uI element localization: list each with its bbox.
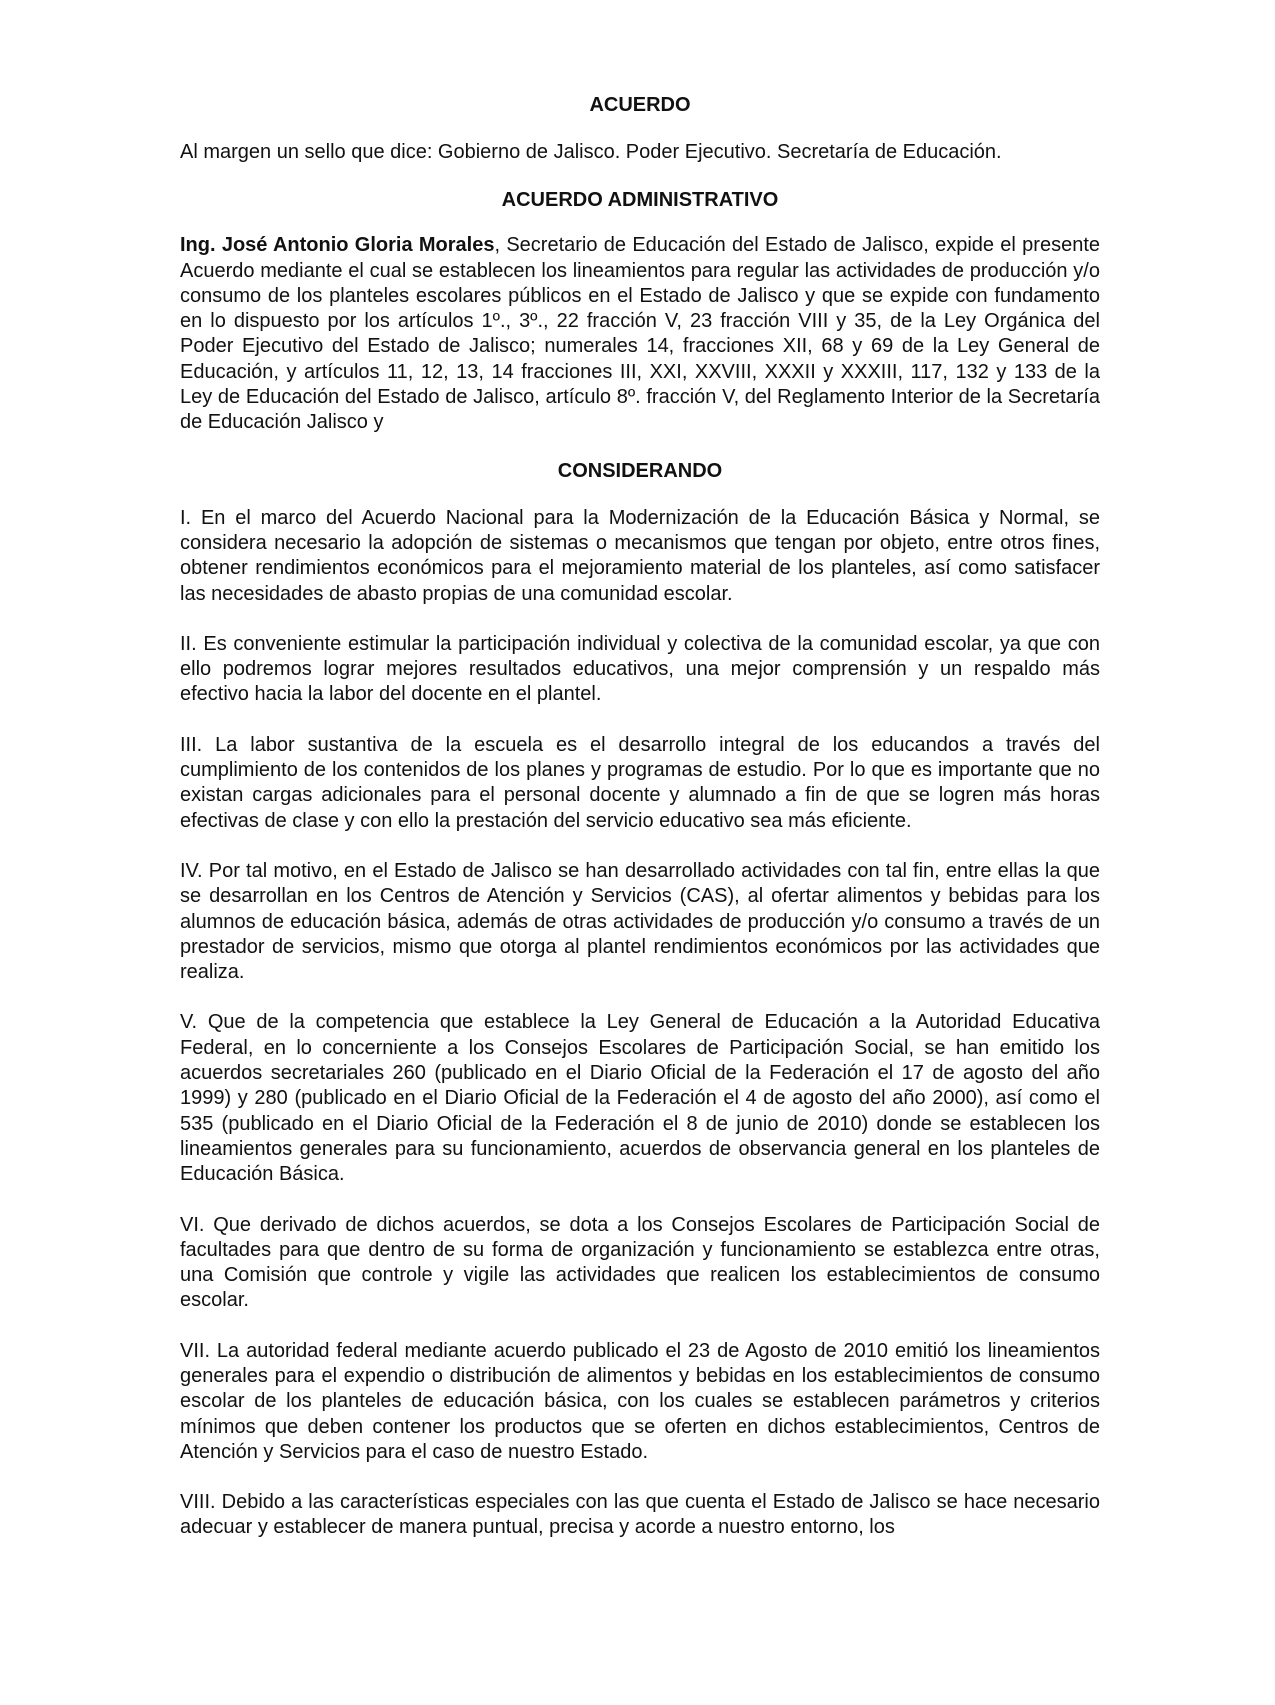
considerando-heading: CONSIDERANDO [557,459,723,482]
signer-name: Ing. José Antonio Gloria Morales [180,234,495,257]
considerando-paragraph: III. La labor sustantiva de la escuela es el desarrollo integral de los educandos a través del cumplimiento de los contenidos de los planes y programas de estudio. Por lo que es importante que no existan cargas adicionales para el personal docente y alumnado a fin de que se logren más horas efectivas de clase y con ello la prestación del servicio educativo sea más eficiente. [180,733,1100,832]
considerando-paragraph: VIII. Debido a las características especiales con las que cuenta el Estado de Jalisco se hace necesario adecuar y establecer de manera puntual, precisa y acorde a nuestro entorno, los [180,1491,1100,1539]
considerando-paragraph: II. Es conveniente estimular la participación individual y colectiva de la comunidad escolar, ya que con ello podremos lograr mejores resultados educativos, una mejor comprensión y un respaldo más efectivo hacia la labor del docente en el plantel. [180,632,1100,706]
document-page [180,92,1100,1566]
document-title: ACUERDO [589,94,691,116]
considerando-paragraph: VI. Que derivado de dichos acuerdos, se dota a los Consejos Escolares de Participación Social de facultades para que dentro de su forma de organización y funcionamiento se establezca entre otras, una Comisión que controle y vigile las actividades que realicen los establecimientos de consumo escolar. [180,1213,1100,1312]
considerando-paragraph: VII. La autoridad federal mediante acuerdo publicado el 23 de Agosto de 2010 emitió los lineamientos generales para el expendio o distribución de alimentos y bebidas en los establecimientos de consumo escolar de los planteles de educación básica, con los cuales se establecen parámetros y criterios mínimos que deben contener los productos que se oferten en dichos establecimientos, Centros de Atención y Servicios para el caso de nuestro Estado. [180,1339,1100,1463]
considerando-paragraph: IV. Por tal motivo, en el Estado de Jalisco se han desarrollado actividades con tal fin, entre ellas la que se desarrollan en los Centros de Atención y Servicios (CAS), al ofertar alimentos y bebidas para los alumnos de educación básica, además de otras actividades de producción y/o consumo a través de un prestador de servicios, mismo que otorga al plantel rendimientos económicos por las actividades que realiza. [180,859,1100,984]
document-subtitle: ACUERDO ADMINISTRATIVO [501,189,779,212]
margin-note: Al margen un sello que dice: Gobierno de Jalisco. Poder Ejecutivo. Secretaría de Educación. [180,141,1002,163]
intro-paragraph [180,233,1100,435]
intro-text: , Secretario de Educación del Estado de Jalisco, expide el presente Acuerdo mediante el cual se establecen los lineamientos para regular las actividades de producción y/o consumo de los planteles escolares públicos en el Estado de Jalisco y que se expide con fundamento en lo dispuesto por los artículos 1º., 3º., 22 fracción V, 23 fracción VIII y 35, de la Ley Orgánica del Poder Ejecutivo del Estado de Jalisco; numerales 14, fracciones XII, 68 y 69 de la Ley General de Educación, y artículos 11, 12, 13, 14 fracciones III, XXI, XXVIII, XXXII y XXXIII, 117, 132 y 133 de la Ley de Educación del Estado de Jalisco, artículo 8º. fracción V, del Reglamento Interior de la Secretaría de Educación Jalisco y [180,234,1100,434]
considerando-paragraph: I. En el marco del Acuerdo Nacional para la Modernización de la Educación Básica y Normal, se considera necesario la adopción de sistemas o mecanismos que tengan por objeto, entre otros fines, obtener rendimientos económicos para el mejoramiento material de los planteles, así como satisfacer las necesidades de abasto propias de una comunidad escolar. [180,506,1100,605]
considerando-paragraph: V. Que de la competencia que establece la Ley General de Educación a la Autoridad Educativa Federal, en lo concerniente a los Consejos Escolares de Participación Social, se han emitido los acuerdos secretariales 260 (publicado en el Diario Oficial de la Federación el 17 de agosto del año 1999) y 280 (publicado en el Diario Oficial de la Federación el 4 de agosto del año 2000), así como el 535 (publicado en el Diario Oficial de la Federación el 8 de junio de 2010) donde se establecen los lineamientos generales para su funcionamiento, acuerdos de observancia general en los planteles de Educación Básica. [180,1011,1100,1186]
